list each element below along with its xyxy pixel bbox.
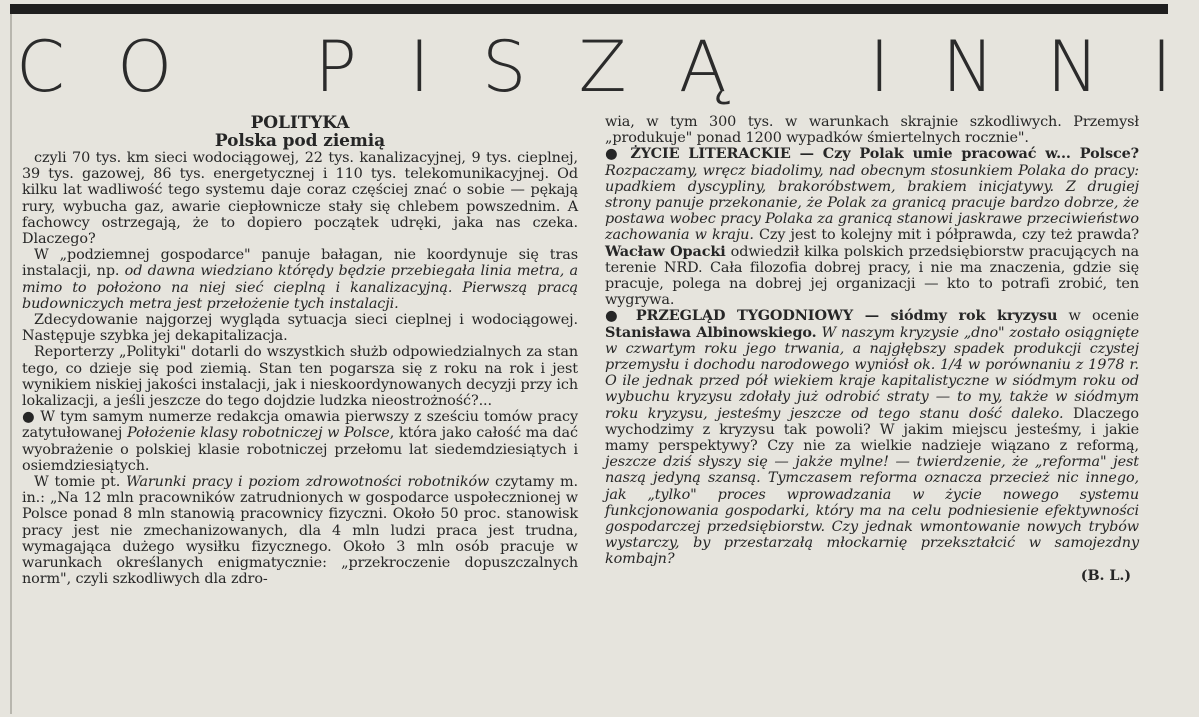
paragraph: W „podziemnej gospodarce" panuje bałagan, nie koordynuje się tras instalacji, np. od dawna wiedziano którędy będzie przebiegała linia metra, a mimo to położono na niej sieć cieplną i kanalizacyjną. Pierwszą pracą budowniczych metra jest przełożenie tych instalacji. [22,247,578,312]
banner-letter: I [869,26,890,108]
paragraph: ● PRZEGLĄD TYGODNIOWY — siódmy rok kryzysu w ocenie Stanisława Albinowskiego. W naszym kryzysie „dno" zostało osiągnięte w czwartym roku jego trwania, a najgłębszy spadek produkcji czystej przemysłu i dochodu narodowego wyniósł ok. 1/4 w porównaniu z 1978 r. O ile jednak przed pół wiekiem kraje kapitalistyczne w siódmym roku od wybuchu kryzysu zdołały już odrobić straty — to my, także w siódmym roku kryzysu, jesteśmy jeszcze od tego stanu dość daleko. Dlaczego wychodzimy z kryzysu tak powoli? W jakim miejscu jesteśmy, i jakie mamy perspektywy? Czy nie za wielkie nadzieje wiązano z reformą, jeszcze dziś słyszy się — jakże mylne! — twierdzenie, że „reforma" jest naszą jedyną szansą. Tymczasem reforma oznacza przecież nic innego, jak „tylko" proces wprowadzania w życie nowego systemu funkcjonowania gospodarki, który ma na celu podniesienie efektywności gospodarczej przedsiębiorstw. Czy jednak wmontowanie nowych trybów wystarczy, by przestarzałą młockarnię przekształcić w samojezdny kombajn? [605,307,1140,568]
paragraph: czyli 70 tys. km sieci wodociągowej, 22 tys. kanalizacyjnej, 9 tys. cieplnej, 39 tys. gazowej, 86 tys. energetycznej i 110 tys. telekomunikacyjnej. Od kilku lat wadliwość tego systemu daje coraz częściej znać o sobie — pękają rury, wybucha gaz, awarie ciepłownicze stały się chlebem powszednim. A fachowcy ostrzegają, że to dopiero początek udręki, jaka nas czeka. Dlaczego? [22,150,578,248]
paragraph: ● W tym samym numerze redakcja omawia pierwszy z sześciu tomów pracy zatytułowanej Położenie klasy robotniczej w Polsce, która jako całość ma dać wyobrażenie o polskiej klasie robotniczej przełomu lat siedemdziesiątych i osiemdziesiątych. [22,409,578,474]
banner-letter: I [409,26,430,108]
paragraph: Reporterzy „Polityki" dotarli do wszystkich służb odpowiedzialnych za stan tego, co dzieje się pod ziemią. Stan ten pogarsza się z roku na rok i jest wynikiem niskiej jakości instalacji, jak i nieskoordynowanych decyzji przy ich lokalizacji, a jeśli jeszcze do tego dojdzie ludzka nieostrożność?... [22,344,578,410]
signature: (B. L.) [1080,566,1131,584]
top-rule [10,4,1168,14]
banner-letter: C [16,26,65,108]
paragraph: wia, w tym 300 tys. w warunkach skrajnie szkodliwych. Przemysł „produkuje" ponad 1200 wypadków śmiertelnych rocznie". [605,114,1139,147]
banner-letter: O [117,26,173,108]
paragraph: ● ŻYCIE LITERACKIE — Czy Polak umie pracować w... Polsce? Rozpaczamy, wręcz biadolimy, nad obecnym stosunkiem Polaka do pracy: upadkiem dyscypliny, brakoróbstwem, brakiem inicjatywy. Z drugiej strony panuje przekonanie, że Polak za granicą pracuje bardzo dobrze, że postawa wobec pracy Polaka za granicą stanowi jaskrawe przeciwieństwo zachowania w kraju. Czy jest to kolejny mit i półprawda, czy też prawda? Wacław Opacki odwiedził kilka polskich przedsiębiorstw pracujących na terenie NRD. Cała filozofia dobrej pracy, i nie ma znaczenia, gdzie się pracuje, polega na dobrej jej organizacji — kto to potrafi zrobić, ten wygrywa. [605,145,1139,309]
banner-title [10,22,1180,112]
left-rule [10,14,12,714]
banner-letter: S [481,26,527,108]
right-column [605,114,1139,584]
article-headline: Polska pod ziemią [214,131,386,151]
banner-letter: Z [578,26,627,108]
banner-letter: P [314,26,357,108]
banner-letter: I [1151,26,1172,108]
paragraph: Zdecydowanie najgorzej wygląda sytuacja sieci cieplnej i wodociągowej. Następuje szybka jej dekapitalizacja. [22,312,578,345]
banner-letter: Ą [678,26,727,108]
banner-letter: N [942,26,995,108]
banner-letter: N [1046,26,1099,108]
section-title: POLITYKA [250,113,350,133]
left-column [22,114,578,587]
paragraph: W tomie pt. Warunki pracy i poziom zdrowotności robotników czytamy m. in.: „Na 12 mln pracowników zatrudnionych w gospodarce uspołecznionej w Polsce ponad 8 mln stanowią pracownicy fizyczni. Około 50 proc. stanowisk pracy jest nie zmechanizowanych, dla 4 mln ludzi praca jest trudna, wymagająca dużego wysiłku fizycznego. Około 3 mln osób pracuje w warunkach określanych enigmatycznie: „przekroczenie dopuszczalnych norm", czyli szkodliwych dla zdro- [22,474,578,588]
